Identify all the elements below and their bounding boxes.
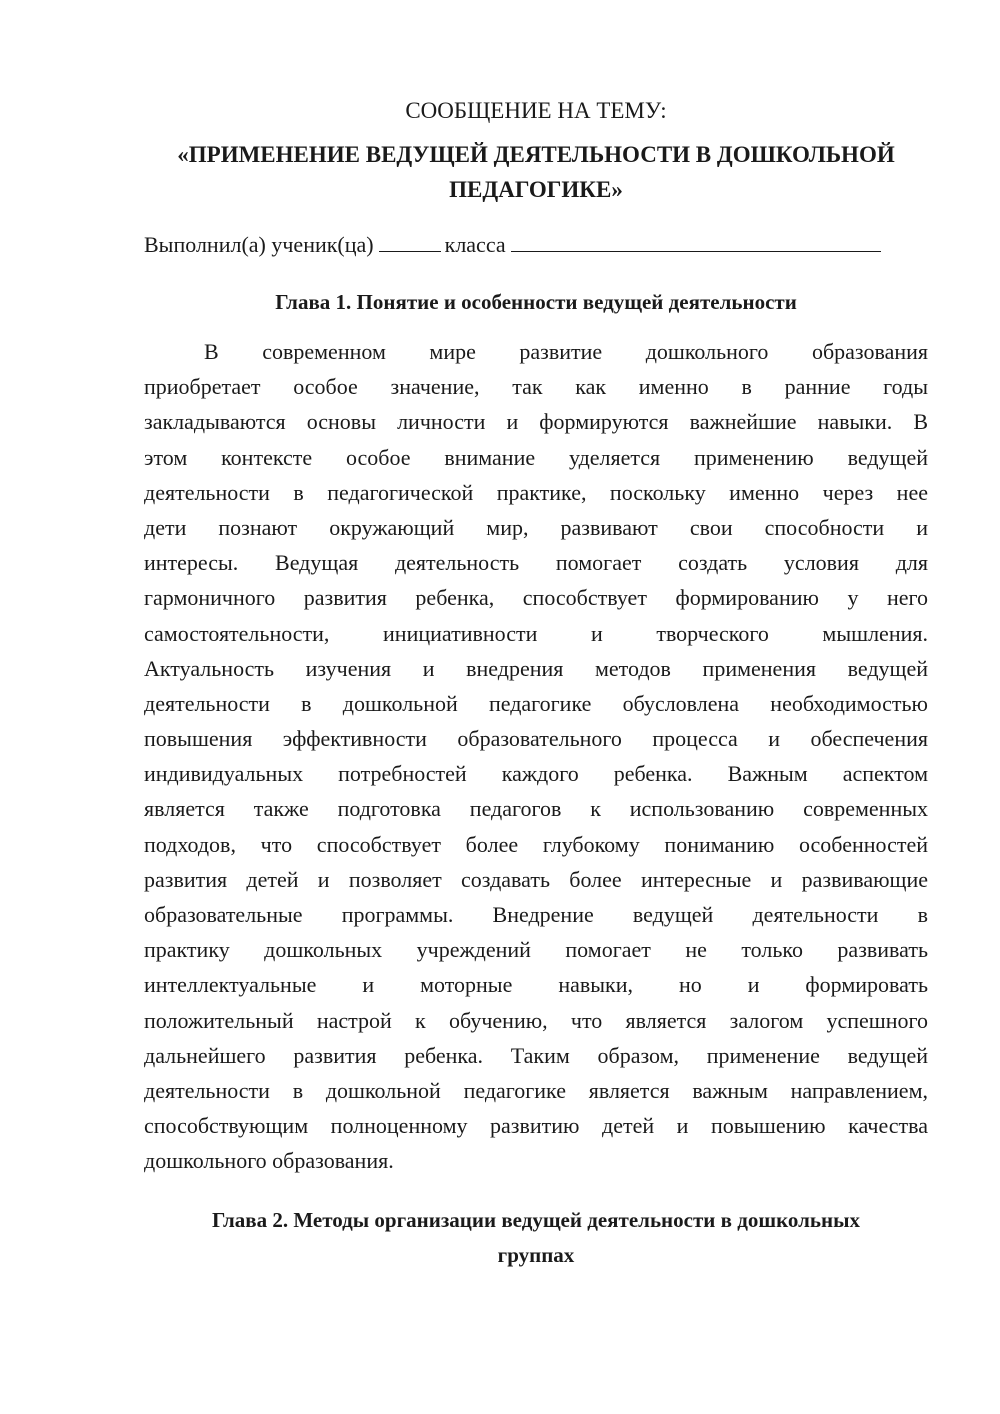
document-title-prefix: СООБЩЕНИЕ НА ТЕМУ: [405, 98, 667, 123]
paragraph-line: интересы. Ведущая деятельность помогает создать условия для [144, 550, 928, 576]
paragraph-line: дальнейшего развития ребенка. Таким образом, применение ведущей [144, 1042, 928, 1068]
paragraph-line: В современном мире развитие дошкольного образования [204, 339, 928, 364]
chapter-1-heading: Глава 1. Понятие и особенности ведущей деятельности [275, 290, 797, 314]
paragraph-line: приобретает особое значение, так как именно в ранние годы [144, 374, 928, 400]
paragraph-line: деятельности в дошкольной педагогике является важным направлением, [144, 1077, 928, 1103]
paragraph-line: положительный настрой к обучению, что является залогом успешного [144, 1007, 928, 1033]
name-blank [511, 231, 881, 252]
paragraph-line: подходов, что способствует более глубокому пониманию особенностей [144, 831, 928, 857]
chapter-2-heading [144, 1203, 928, 1273]
paragraph-line: этом контексте особое внимание уделяется применению ведущей [144, 444, 928, 470]
paragraph-line: дети познают окружающий мир, развивают свои способности и [144, 514, 928, 540]
paragraph-line: гармоничного развития ребенка, способствует формированию у него [144, 585, 928, 611]
paragraph-line: развития детей и позволяет создавать более интересные и развивающие [144, 866, 928, 892]
paragraph-line: способствующим полноценному развитию детей и повышению качества [144, 1113, 928, 1139]
paragraph-line: является также подготовка педагогов к использованию современных [144, 796, 928, 822]
chapter-2-heading-line-2: группах [497, 1243, 575, 1267]
paragraph-line: практику дошкольных учреждений помогает не только развивать [144, 937, 928, 963]
chapter-2-heading-line-1: Глава 2. Методы организации ведущей деятельности в дошкольных [211, 1208, 861, 1232]
author-line [144, 230, 928, 260]
paragraph-line: индивидуальных потребностей каждого ребенка. Важным аспектом [144, 761, 928, 787]
author-class-label: класса [444, 232, 506, 257]
paragraph-line: деятельности в педагогической практике, поскольку именно через нее [144, 479, 928, 505]
document-title-line-2: ПЕДАГОГИКЕ» [449, 177, 623, 202]
author-prefix: Выполнил(а) ученик(ца) [144, 232, 374, 257]
paragraph-line: образовательные программы. Внедрение ведущей деятельности в [144, 902, 928, 927]
chapter-1-paragraph [144, 334, 928, 1179]
document-title-line-1: «ПРИМЕНЕНИЕ ВЕДУЩЕЙ ДЕЯТЕЛЬНОСТИ В ДОШКОЛЬНОЙ [177, 142, 895, 167]
paragraph-line: самостоятельности, инициативности и творческого мышления. [144, 620, 928, 646]
paragraph-line: интеллектуальные и моторные навыки, но и формировать [144, 972, 928, 998]
paragraph-line: деятельности в дошкольной педагогике обусловлена необходимостью [144, 690, 928, 716]
paragraph-line: повышения эффективности образовательного процесса и обеспечения [144, 726, 928, 752]
paragraph-line: дошкольного образования. [144, 1148, 394, 1174]
paragraph-line: закладываются основы личности и формируются важнейшие навыки. В [144, 409, 928, 435]
paragraph-line: Актуальность изучения и внедрения методов применения ведущей [144, 655, 928, 681]
class-blank [379, 231, 441, 252]
